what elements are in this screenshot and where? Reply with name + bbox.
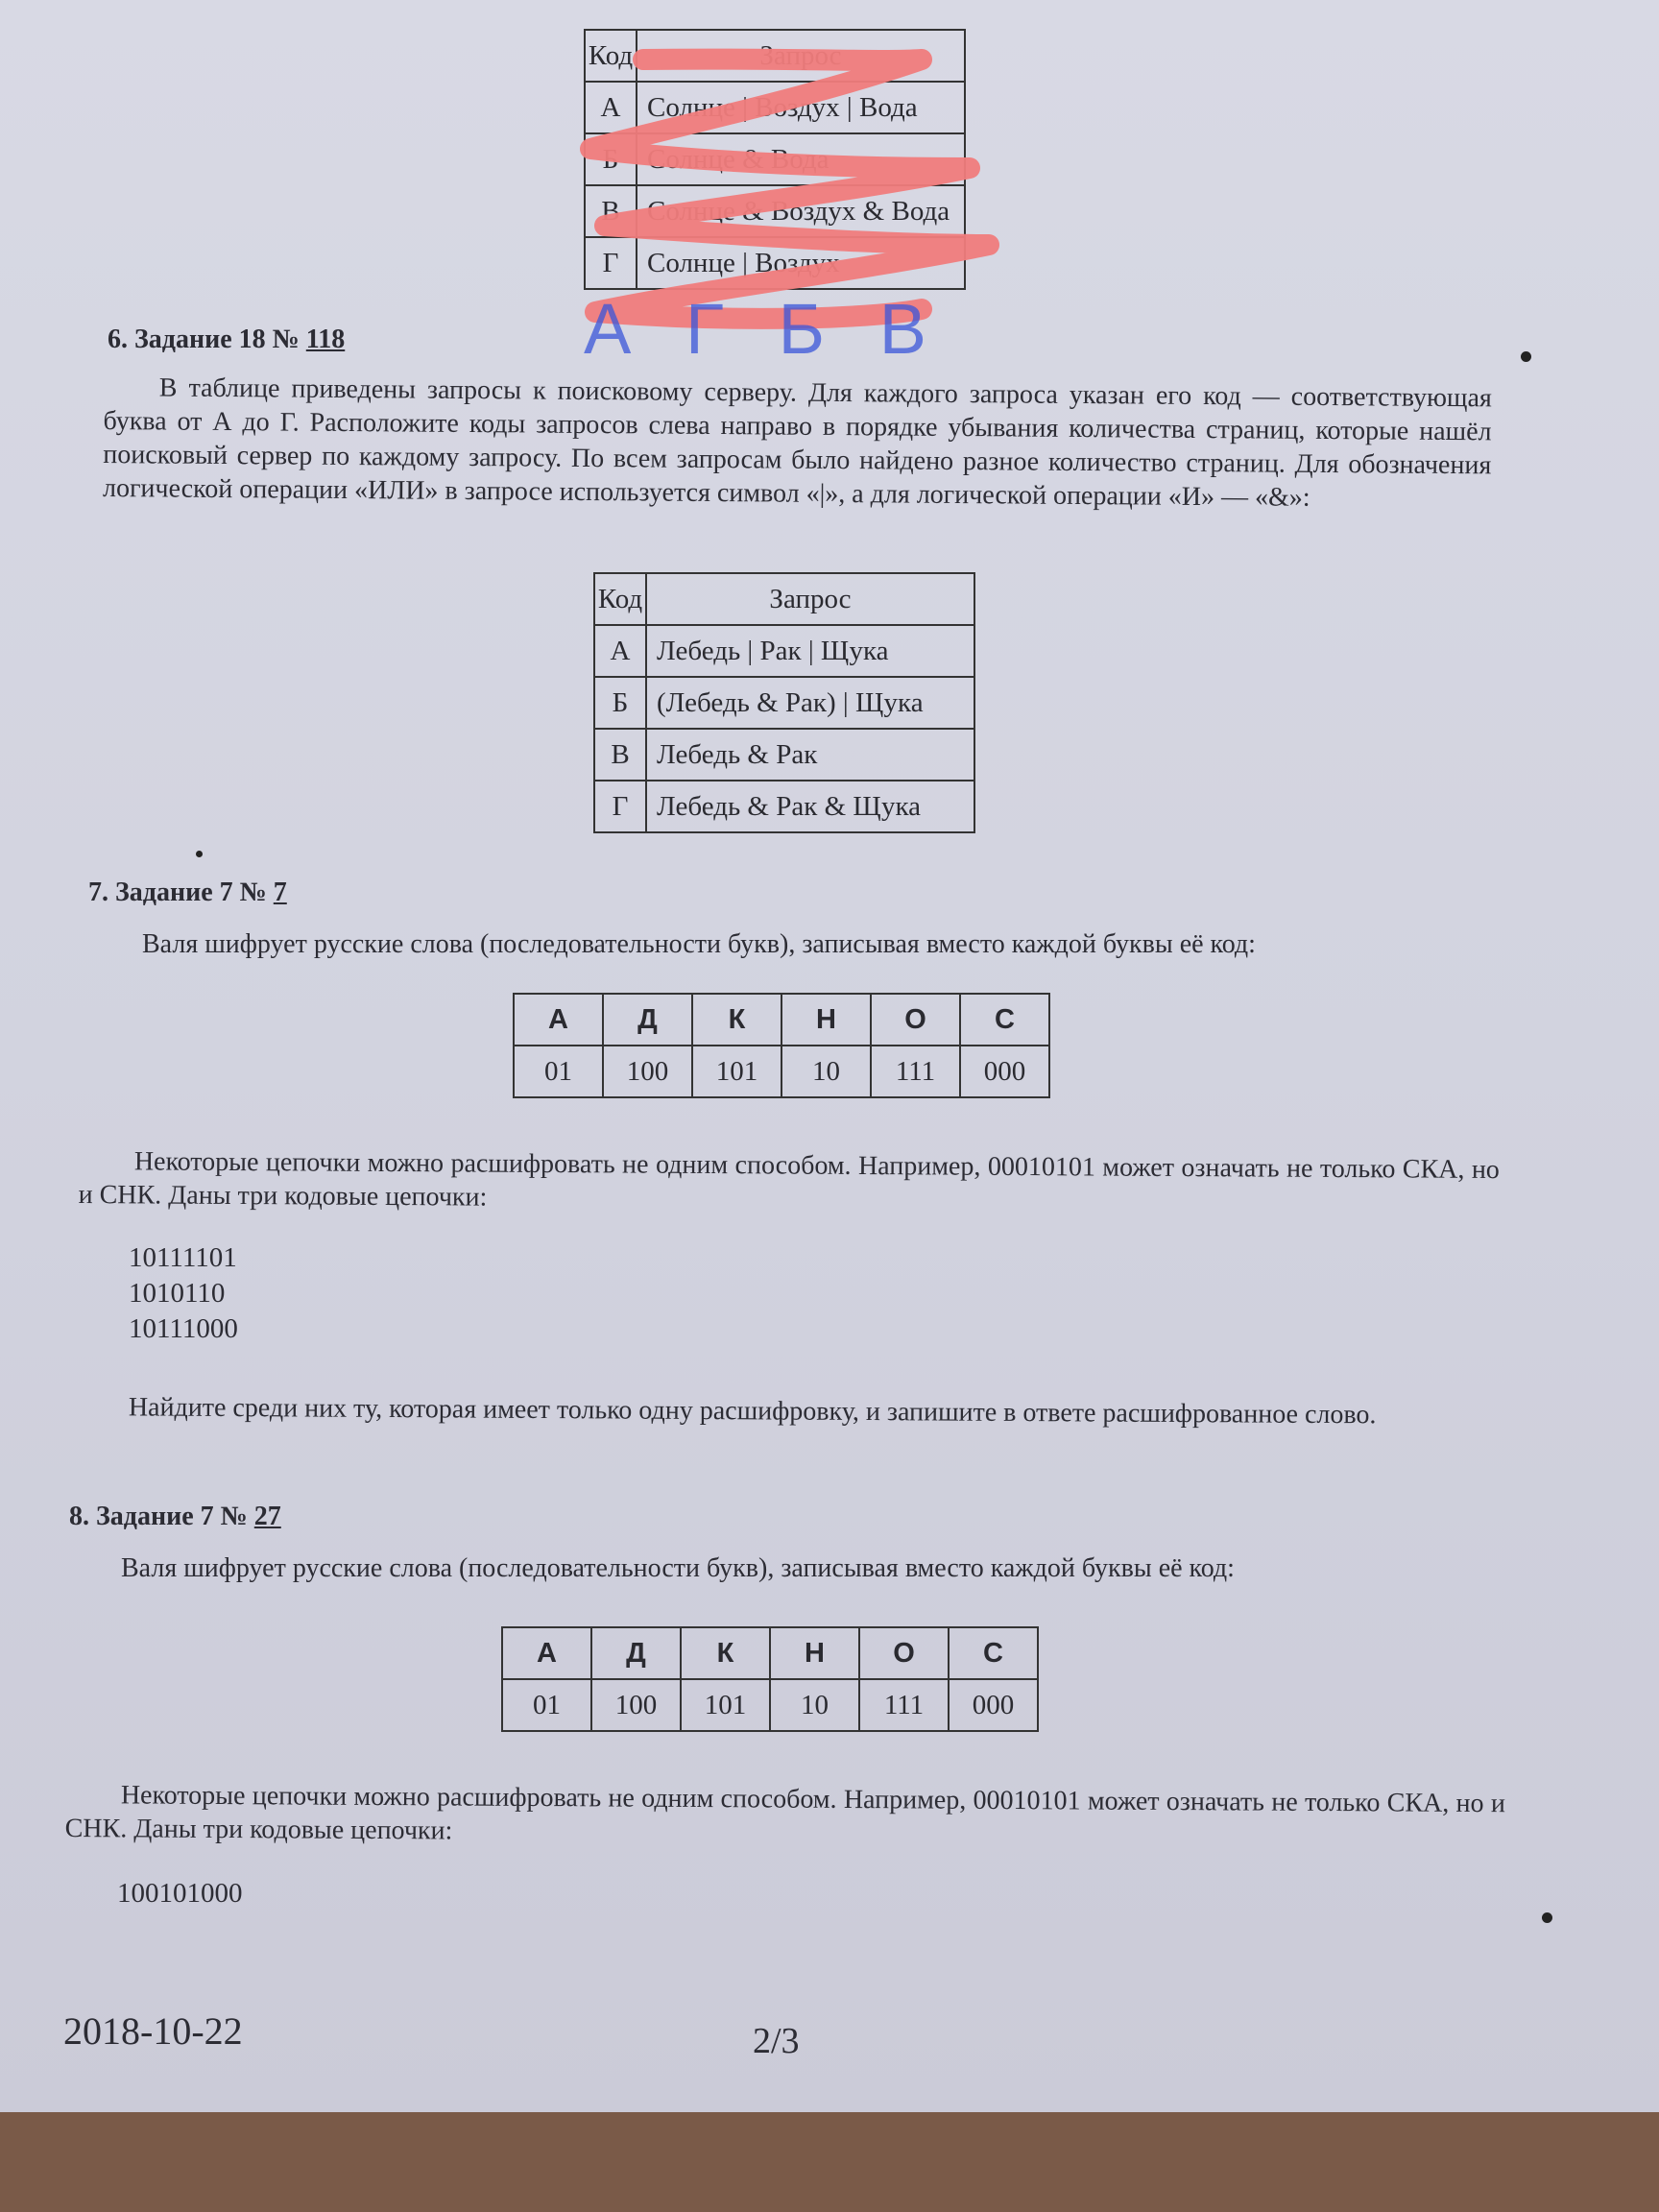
row-code: В xyxy=(585,185,637,237)
task7-intro-text: Валя шифрует русские слова (последовательности букв), записывая вместо каждой буквы её код: xyxy=(142,929,1256,959)
code-cell: 000 xyxy=(960,1046,1049,1097)
handwritten-answer xyxy=(576,284,945,371)
code-cell: 01 xyxy=(514,1046,603,1097)
task7-code-table xyxy=(513,993,1050,1098)
speck xyxy=(1521,351,1531,362)
row-query: Лебедь & Рак xyxy=(646,729,974,781)
row-code: В xyxy=(594,729,646,781)
task8-number-link[interactable]: 27 xyxy=(253,1502,281,1531)
letter-cell: Д xyxy=(591,1627,681,1679)
letter-cell: Н xyxy=(781,994,871,1046)
row-code: Г xyxy=(585,237,637,289)
code-cell: 10 xyxy=(770,1679,859,1731)
task7-chains xyxy=(129,1240,238,1347)
code-cell: 01 xyxy=(502,1679,591,1731)
chain-item: 100101000 xyxy=(117,1878,243,1909)
footer-date: 2018-10-22 xyxy=(63,2009,243,2053)
task7-intro xyxy=(142,927,1256,961)
task6-text xyxy=(103,371,1492,516)
row-query: (Лебедь & Рак) | Щука xyxy=(646,677,974,729)
task6-prefix: 6. Задание 18 № xyxy=(108,325,306,354)
table-row xyxy=(594,781,974,832)
task7-question xyxy=(73,1390,1503,1432)
task7-question-text: Найдите среди них ту, которая имеет только одну расшифровку, и запишите в ответе расшифрованное слово. xyxy=(128,1392,1377,1431)
footer-page-number: 2/3 xyxy=(753,2021,800,2061)
task8-heading xyxy=(69,1502,281,1532)
row-query: Солнце | Воздух xyxy=(637,237,965,289)
code-cell: 10 xyxy=(781,1046,871,1097)
row-code: Б xyxy=(585,133,637,185)
handwritten-answer-text: А Г Б В xyxy=(584,289,945,369)
table-header-code: Код xyxy=(594,573,646,625)
letter-cell: О xyxy=(871,994,960,1046)
task8-prefix: 8. Задание 7 № xyxy=(69,1502,254,1531)
task8-code-table xyxy=(501,1626,1039,1732)
task8-example-text: Некоторые цепочки можно расшифровать не одним способом. Например, 00010101 может означать не только СКА, но и СНК. Даны три кодовые цепочки: xyxy=(64,1780,1505,1846)
task6-query-table xyxy=(593,572,975,833)
letter-cell: К xyxy=(681,1627,770,1679)
code-cell: 000 xyxy=(949,1679,1038,1731)
row-query: Солнце & Вода xyxy=(637,133,965,185)
row-code: Б xyxy=(594,677,646,729)
letter-cell: С xyxy=(949,1627,1038,1679)
task7-prefix: 7. Задание 7 № xyxy=(88,878,274,907)
letter-cell: А xyxy=(502,1627,591,1679)
chain-item: 1010110 xyxy=(129,1278,226,1309)
table-header-query: Запрос xyxy=(646,573,974,625)
row-query: Солнце & Воздух & Вода xyxy=(637,185,965,237)
row-query: Лебедь | Рак | Щука xyxy=(646,625,974,677)
letter-cell: О xyxy=(859,1627,949,1679)
letter-cell: К xyxy=(692,994,781,1046)
chain-item: 10111101 xyxy=(129,1242,237,1273)
code-cell: 101 xyxy=(681,1679,770,1731)
speck xyxy=(1542,1912,1552,1923)
task7-example xyxy=(79,1144,1500,1220)
letter-cell: Н xyxy=(770,1627,859,1679)
table-header-code: Код xyxy=(585,30,637,82)
chain-item: 10111000 xyxy=(129,1313,238,1344)
task7-example-text: Некоторые цепочки можно расшифровать не одним способом. Например, 00010101 может означать не только СКА, но и СНК. Даны три кодовые цепочки: xyxy=(78,1146,1500,1213)
table-row xyxy=(594,677,974,729)
table-row xyxy=(594,729,974,781)
task6-heading xyxy=(108,325,345,355)
row-code: А xyxy=(594,625,646,677)
task7-heading xyxy=(88,878,287,908)
task6-number-link[interactable]: 118 xyxy=(305,325,346,354)
task6-paragraph: В таблице приведены запросы к поисковому серверу. Для каждого запроса указан его код — соответствующая буква от А до Г. Расположите коды запросов слева направо в порядке убывания количества страниц, которые нашёл поисковый сервер по каждому запросу. По всем запросам было найдено разное количество страниц. Для обозначения логической операции «ИЛИ» в запросе используется символ «|», а для логической операции «И» — «&»: xyxy=(102,373,1492,513)
code-cell: 101 xyxy=(692,1046,781,1097)
task8-example xyxy=(65,1778,1505,1854)
task8-chains xyxy=(117,1876,243,1911)
code-cell: 111 xyxy=(871,1046,960,1097)
task8-intro xyxy=(121,1551,1235,1585)
speck xyxy=(196,851,203,857)
row-query: Лебедь & Рак & Щука xyxy=(646,781,974,832)
table-header-query: Запрос xyxy=(637,30,965,82)
code-cell: 100 xyxy=(603,1046,692,1097)
table-row xyxy=(594,625,974,677)
task8-intro-text: Валя шифрует русские слова (последовательности букв), записывая вместо каждой буквы её код: xyxy=(121,1553,1235,1583)
letter-cell: С xyxy=(960,994,1049,1046)
row-code: Г xyxy=(594,781,646,832)
task7-number-link[interactable]: 7 xyxy=(273,878,287,907)
code-cell: 111 xyxy=(859,1679,949,1731)
row-code: А xyxy=(585,82,637,133)
letter-cell: А xyxy=(514,994,603,1046)
letter-cell: Д xyxy=(603,994,692,1046)
row-query: Солнце | Воздух | Вода xyxy=(637,82,965,133)
code-cell: 100 xyxy=(591,1679,681,1731)
